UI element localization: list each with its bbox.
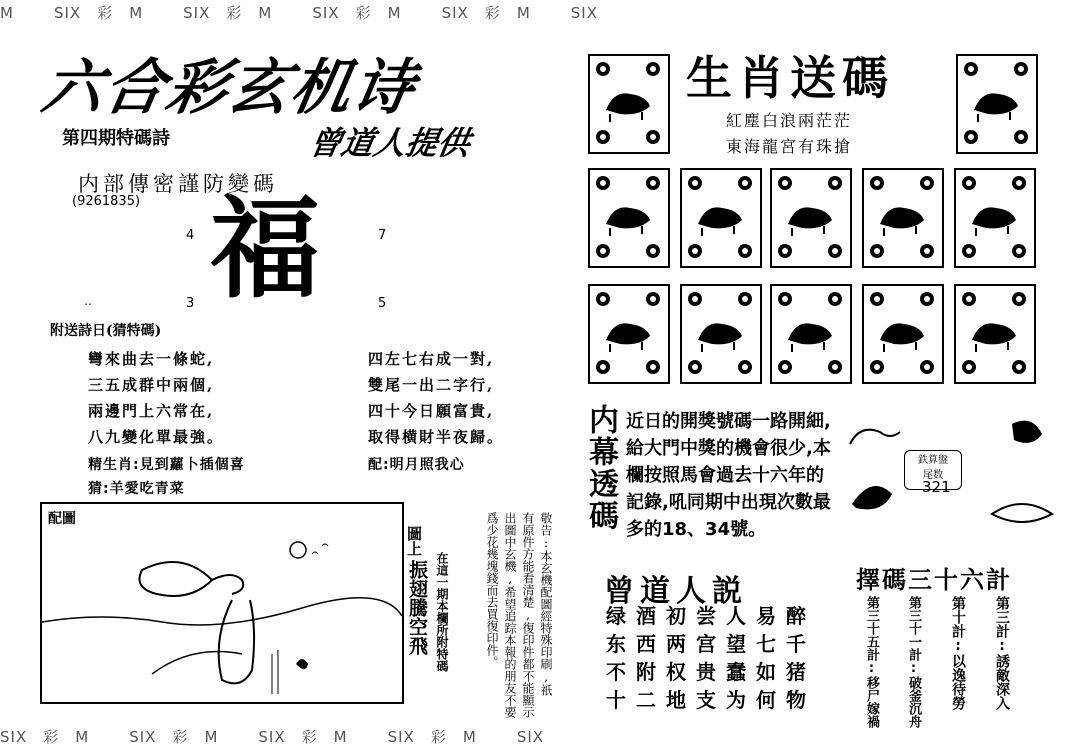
card-dot	[778, 244, 792, 258]
issue-label: 第四期特碼詩	[62, 128, 170, 149]
header-strip-token: SIX	[53, 4, 82, 22]
bird-sketch	[42, 504, 402, 702]
notice-line: 在這一期本欄所附特碼	[435, 552, 449, 672]
header-strip-token: 彩	[97, 4, 114, 22]
zodiac-card	[954, 284, 1036, 384]
saying-char: 猪	[786, 660, 806, 684]
main-title: 六合彩玄机诗	[36, 53, 422, 123]
notice-column: 出圖中玄機,希望追踪本報的朋友不要	[503, 512, 517, 718]
monkey-icon	[692, 310, 748, 354]
poem-line: 雙尾一出二字行,	[368, 376, 495, 394]
goat-icon	[600, 310, 656, 354]
poem-line: 兩邊門上六常在,	[88, 402, 215, 420]
footer-strip-token: M	[462, 728, 477, 746]
strategy-title: 擇碼三十六計	[856, 566, 1012, 594]
saying-char: 何	[756, 688, 776, 712]
saying-char: 酒	[636, 604, 656, 628]
card-dot	[962, 292, 976, 306]
footer-strip	[0, 726, 1080, 752]
zodiac-card	[588, 54, 670, 154]
card-dot	[1012, 360, 1026, 374]
animal-sketches	[842, 404, 1062, 544]
saying-char: 望	[726, 632, 746, 656]
hint-zodiac: 精生肖:見到蘿卜插個喜	[88, 457, 245, 473]
card-dot	[920, 360, 934, 374]
footer-strip-token: 彩	[430, 728, 447, 746]
card-dot	[596, 360, 610, 374]
card-dot	[828, 176, 842, 190]
horse-icon	[966, 194, 1022, 238]
card-dot	[738, 176, 752, 190]
saying-char: 绿	[606, 604, 626, 628]
picture-label: 配圖	[48, 511, 76, 527]
header-strip-token: M	[129, 4, 144, 22]
footer-strip-token: M	[333, 728, 348, 746]
card-dot	[920, 244, 934, 258]
footer-strip-token: M	[204, 728, 219, 746]
secret-code: (9261835)	[72, 194, 141, 209]
card-dot	[596, 244, 610, 258]
provider-label: 曾道人提供	[306, 124, 474, 162]
ox-icon	[968, 80, 1024, 124]
card-dot	[596, 176, 610, 190]
card-dot	[962, 244, 976, 258]
rooster-icon	[782, 310, 838, 354]
card-dot	[920, 176, 934, 190]
card-dot	[688, 244, 702, 258]
card-dot	[870, 292, 884, 306]
stamp-number: 321	[922, 478, 951, 496]
saying-char: 千	[786, 632, 806, 656]
card-dot	[870, 360, 884, 374]
poem-line: 八九變化單最強。	[88, 428, 225, 446]
secret-subtitle: 内部傳密謹防變碼	[78, 172, 278, 196]
fortune-character: 福	[210, 184, 320, 313]
zodiac-card	[770, 168, 852, 268]
header-strip-token: M	[0, 4, 14, 22]
card-dot	[738, 360, 752, 374]
notice-column: 有原件方能看清楚,復印件都不能顯示	[521, 512, 535, 718]
zodiac-card	[588, 284, 670, 384]
zodiac-card	[588, 168, 670, 268]
hint-guess: 猜:羊愛吃青菜	[88, 481, 185, 497]
saying-char: 权	[666, 660, 686, 684]
footer-strip-token: M	[75, 728, 90, 746]
zodiac-card	[680, 284, 762, 384]
saying-char: 地	[666, 688, 686, 712]
card-dot	[962, 360, 976, 374]
strategy-item: 第三十一計:破釜沉舟	[906, 596, 921, 728]
dragon-icon	[782, 194, 838, 238]
saying-char: 七	[756, 632, 776, 656]
card-dot	[962, 176, 976, 190]
footer-strip-token: SIX	[516, 728, 545, 746]
saying-char: 不	[606, 660, 626, 684]
card-dot	[646, 62, 660, 76]
pig-icon	[966, 310, 1022, 354]
footer-strip-token: 彩	[43, 728, 60, 746]
card-dot	[1014, 130, 1028, 144]
header-strip-token: 彩	[226, 4, 243, 22]
saying-char: 如	[756, 660, 776, 684]
saying-char: 易	[756, 604, 776, 628]
verse-line-1: 紅塵白浪兩茫茫	[726, 111, 853, 130]
header-strip	[0, 2, 1080, 28]
stamp-mid: 尾数	[923, 470, 943, 481]
strategy-item: 第三計:誘敵深入	[994, 596, 1010, 710]
poem-line: 四十今日願富貴,	[368, 402, 495, 420]
header-strip-token: 彩	[355, 4, 372, 22]
inside-text: 近日的開獎號碼一路開細,給大門中獎的機會很少,本欄按照馬會過去十六年的記錄,吼同期中出現次數最多的18、34號。	[626, 411, 831, 540]
card-dot	[646, 360, 660, 374]
card-dot	[828, 244, 842, 258]
saying-char: 贵	[696, 660, 716, 684]
footer-strip-token: 彩	[172, 728, 189, 746]
picture-caption-1: 圖上,	[405, 526, 423, 574]
saying-char: 为	[726, 688, 746, 712]
card-dot	[646, 130, 660, 144]
card-dot	[646, 292, 660, 306]
card-dot	[738, 244, 752, 258]
header-strip-token: 彩	[484, 4, 501, 22]
card-dot	[870, 176, 884, 190]
card-dot	[738, 292, 752, 306]
zodiac-card	[862, 284, 944, 384]
card-dot	[1012, 176, 1026, 190]
card-dot	[870, 244, 884, 258]
zodiac-card	[862, 168, 944, 268]
tiger-icon	[600, 194, 656, 238]
footer-strip-token: SIX	[0, 728, 28, 746]
card-dot	[1014, 62, 1028, 76]
card-dot	[1012, 244, 1026, 258]
gift-poem-label: 附送詩日(猜特碼)	[50, 323, 162, 339]
card-dot	[596, 62, 610, 76]
strategy-item: 第三十五計:移尸嫁禍	[864, 596, 879, 728]
card-dot	[1012, 292, 1026, 306]
card-dot	[828, 292, 842, 306]
saying-char: 十	[606, 688, 626, 712]
card-dot	[646, 176, 660, 190]
card-dot	[688, 292, 702, 306]
card-dot	[828, 360, 842, 374]
card-dot	[778, 176, 792, 190]
header-strip-token: SIX	[570, 4, 598, 22]
footer-strip-token: SIX	[387, 728, 415, 746]
header-strip-token: SIX	[312, 4, 340, 22]
saying-char: 宫	[696, 632, 716, 656]
saying-char: 物	[786, 688, 806, 712]
notice-column: 爲少花幾塊錢而去買復印件。	[485, 512, 499, 668]
footer-strip-token: SIX	[129, 728, 157, 746]
card-dot	[964, 130, 978, 144]
saying-char: 二	[636, 688, 656, 712]
footer-strip-token: SIX	[258, 728, 286, 746]
saying-title: 曾道人説	[604, 574, 748, 609]
saying-char: 西	[636, 632, 656, 656]
card-dot	[964, 62, 978, 76]
corner-number-bl: 3	[186, 296, 195, 311]
header-strip-token: SIX	[441, 4, 469, 22]
poem-line: 取得横財半夜歸。	[368, 428, 505, 446]
card-dot	[688, 176, 702, 190]
notice-column: 敬告:本玄機配圖經特殊印刷,祇	[539, 512, 553, 696]
card-dot	[596, 292, 610, 306]
card-dot	[920, 292, 934, 306]
saying-char: 两	[666, 632, 686, 656]
saying-char: 初	[666, 604, 686, 628]
zodiac-title: 生肖送碼	[686, 51, 894, 105]
snake-icon	[874, 194, 930, 238]
card-dot	[596, 130, 610, 144]
hint-match: 配:明月照我心	[368, 457, 465, 473]
poem-line: 彎來曲去一條蛇,	[88, 350, 215, 368]
zodiac-card	[954, 168, 1036, 268]
card-dot	[646, 244, 660, 258]
saying-char: 附	[636, 660, 656, 684]
saying-char: 醉	[786, 604, 806, 628]
corner-number-br: 5	[378, 296, 387, 311]
corner-number-tr: 7	[378, 228, 387, 243]
saying-char: 蠢	[726, 660, 746, 684]
rabbit-icon	[692, 194, 748, 238]
header-strip-token: SIX	[183, 4, 211, 22]
header-strip-token: M	[258, 4, 273, 22]
verse-line-2: 東海龍宮有珠搶	[726, 137, 853, 156]
saying-char: 支	[696, 688, 716, 712]
rat-icon	[600, 80, 656, 124]
zodiac-card	[680, 168, 762, 268]
card-dot	[778, 360, 792, 374]
header-strip-token: M	[387, 4, 402, 22]
inside-label: 内幕透碼	[583, 404, 618, 532]
card-dot	[688, 360, 702, 374]
corner-number-tl: 4	[186, 228, 195, 243]
card-dot	[778, 292, 792, 306]
header-strip-token: M	[516, 4, 531, 22]
footer-strip-token: 彩	[301, 728, 318, 746]
strategy-item: 第十計:以逸待勞	[950, 596, 966, 710]
poem-line: 四左七右成一對,	[368, 350, 495, 368]
saying-char: 东	[606, 632, 626, 656]
poem-line: 三五成群中兩個,	[88, 376, 215, 394]
picture-box	[40, 502, 404, 704]
dog-icon	[874, 310, 930, 354]
saying-char: 人	[726, 604, 746, 628]
picture-caption-2: 振翅騰空飛	[406, 560, 428, 655]
dots-mark: ‥	[84, 294, 93, 308]
zodiac-card	[956, 54, 1038, 154]
saying-char: 尝	[696, 604, 716, 628]
zodiac-card	[770, 284, 852, 384]
stamp-top: 鉄算盤	[918, 455, 948, 466]
